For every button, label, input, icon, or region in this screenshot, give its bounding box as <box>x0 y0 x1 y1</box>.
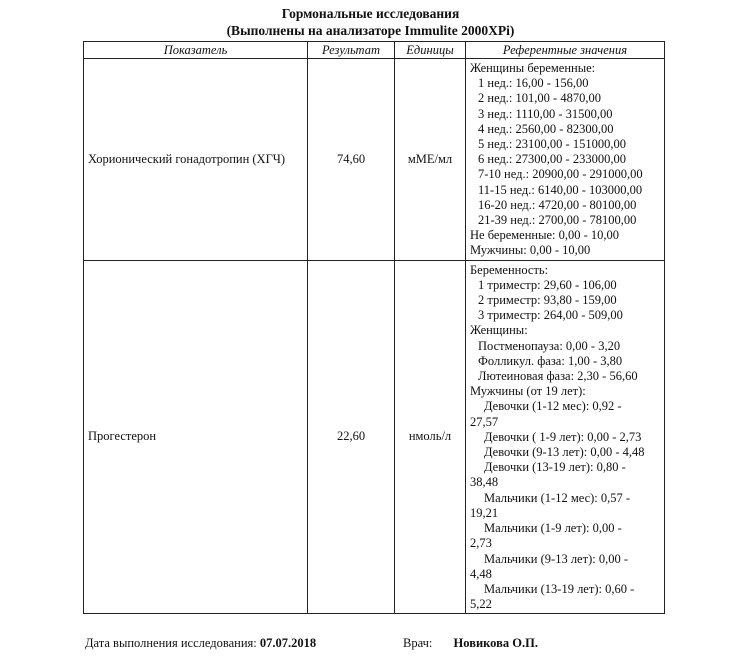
reference-values <box>466 59 665 261</box>
reference-line: Постменопауза: 0,00 - 3,20 <box>478 338 621 353</box>
reference-line: Мужчины (от 19 лет): <box>470 384 586 399</box>
date-label: Дата выполнения исследования: <box>85 636 257 650</box>
reference-line: Мальчики (13-19 лет): 0,60 - <box>484 581 635 596</box>
reference-line: 4,48 <box>470 566 492 581</box>
reference-line: 21-39 нед.: 2700,00 - 78100,00 <box>478 213 637 228</box>
reference-line: 6 нед.: 27300,00 - 233000,00 <box>478 152 626 167</box>
reference-line: Женщины: <box>470 323 528 338</box>
result-value: 74,60 <box>308 59 395 261</box>
report-title: Гормональные исследования <box>281 6 460 21</box>
reference-line: 1 нед.: 16,00 - 156,00 <box>478 76 589 91</box>
reference-line: 3 нед.: 1110,00 - 31500,00 <box>478 106 613 121</box>
header-indicator: Показатель <box>84 42 308 59</box>
reference-line: Девочки (13-19 лет): 0,80 - <box>484 460 626 475</box>
report-subtitle: (Выполнены на анализаторе Immulite 2000XPi) <box>226 23 515 38</box>
reference-line: 4 нед.: 2560,00 - 82300,00 <box>478 121 614 136</box>
reference-line: 2,73 <box>470 536 492 551</box>
reference-line: Девочки (1-12 мес): 0,92 - <box>484 399 622 414</box>
reference-line: 5,22 <box>470 597 492 612</box>
results-table <box>83 41 665 614</box>
table-row <box>84 260 665 614</box>
reference-line: 19,21 <box>470 505 499 520</box>
reference-line: Мальчики (1-9 лет): 0,00 - <box>484 521 622 536</box>
unit-value: мМЕ/мл <box>395 59 466 261</box>
reference-line: 16-20 нед.: 4720,00 - 80100,00 <box>478 197 637 212</box>
reference-line: 7-10 нед.: 20900,00 - 291000,00 <box>478 167 643 182</box>
header-units: Единицы <box>395 42 466 59</box>
reference-line: Мальчики (9-13 лет): 0,00 - <box>484 551 628 566</box>
reference-line: 2 нед.: 101,00 - 4870,00 <box>478 91 601 106</box>
reference-line: Фолликул. фаза: 1,00 - 3,80 <box>478 353 623 368</box>
result-value: 22,60 <box>308 260 395 614</box>
reference-line: Женщины беременные: <box>470 61 596 75</box>
indicator-name: Прогестерон <box>84 260 308 614</box>
indicator-name: Хорионический гонадотропин (ХГЧ) <box>84 59 308 261</box>
doctor <box>403 636 538 651</box>
reference-line: 2 триместр: 93,80 - 159,00 <box>478 293 617 308</box>
table-header-row <box>84 42 665 59</box>
reference-line: 3 триместр: 264,00 - 509,00 <box>478 308 623 323</box>
unit-value: нмоль/л <box>395 260 466 614</box>
reference-line: 27,57 <box>470 414 499 429</box>
reference-line: 1 триместр: 29,60 - 106,00 <box>478 277 617 292</box>
test-date <box>85 636 316 651</box>
date-value: 07.07.2018 <box>259 636 317 650</box>
reference-line: Мальчики (1-12 мес): 0,57 - <box>484 490 631 505</box>
doctor-name: Новикова О.П. <box>453 636 538 650</box>
reference-line: Мужчины: 0,00 - 10,00 <box>470 243 591 258</box>
reference-line: Беременность: <box>470 262 549 277</box>
reference-line: 11-15 нед.: 6140,00 - 103000,00 <box>478 182 643 197</box>
doctor-label: Врач: <box>403 636 433 650</box>
table-row <box>84 59 665 261</box>
reference-line: Не беременные: 0,00 - 10,00 <box>470 228 620 243</box>
reference-line: Девочки ( 1-9 лет): 0,00 - 2,73 <box>484 429 642 444</box>
reference-line: Девочки (9-13 лет): 0,00 - 4,48 <box>484 445 645 460</box>
reference-line: 38,48 <box>470 475 499 490</box>
reference-line: Лютеиновая фаза: 2,30 - 56,60 <box>478 369 638 384</box>
header-reference: Референтные значения <box>466 42 665 59</box>
reference-values <box>466 260 665 614</box>
reference-line: 5 нед.: 23100,00 - 151000,00 <box>478 137 626 152</box>
header-result: Результат <box>308 42 395 59</box>
